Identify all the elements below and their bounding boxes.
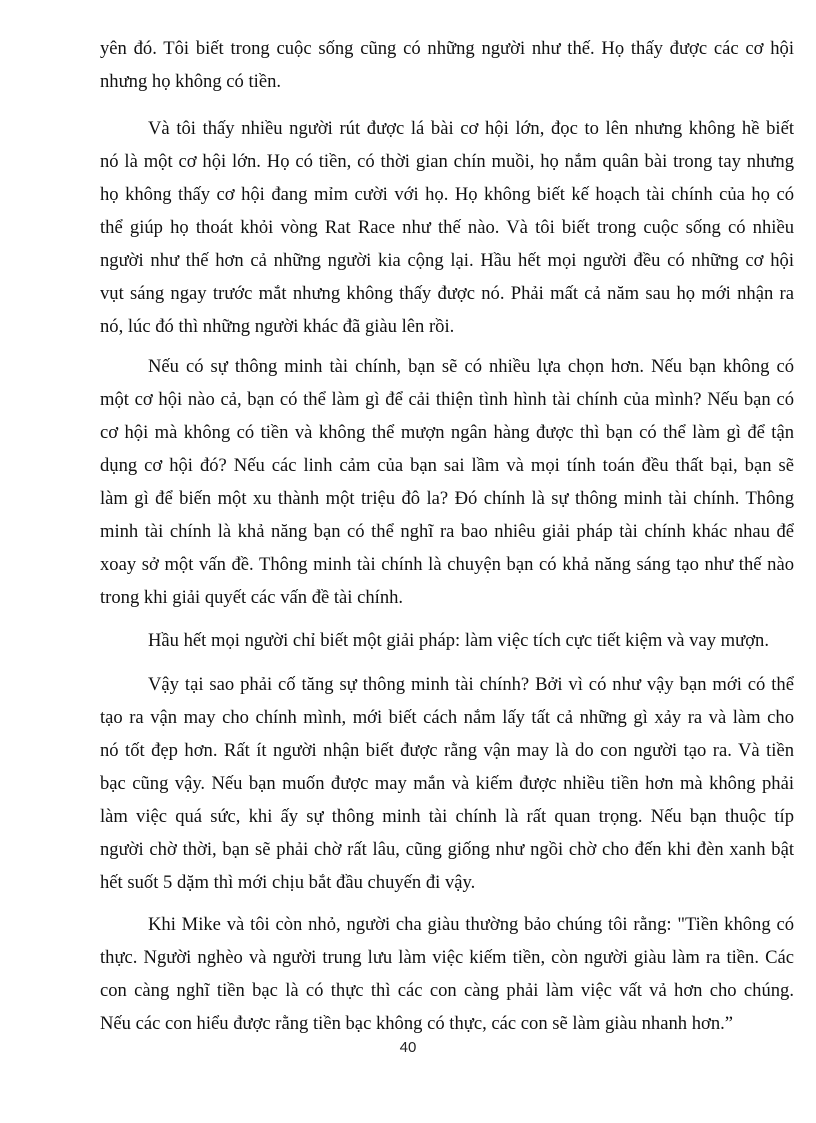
paragraph-3-line-3: cơ hội mà không có tiền và không thể mượn ngân hàng được thì bạn có thể làm gì để tận [100, 422, 794, 443]
paragraph-3-line-8: trong khi giải quyết các vấn đề tài chính. [100, 587, 404, 608]
paragraph-3-line-5: làm gì để biến một xu thành một triệu đô la? Đó chính là sự thông minh tài chính. Thông [100, 488, 794, 509]
paragraph-3-line-7: xoay sở một vấn đề. Thông minh tài chính là chuyện bạn có khả năng sáng tạo như thế nào [100, 554, 794, 575]
paragraph-3-line-2: một cơ hội nào cả, bạn có thể làm gì để cải thiện tình hình tài chính của mình? Nếu bạn có [100, 389, 794, 410]
paragraph-6-line-1: Khi Mike và tôi còn nhỏ, người cha giàu thường bảo chúng tôi rằng: "Tiền không có [148, 914, 794, 935]
paragraph-5-line-6: người chờ thời, bạn sẽ phải chờ rất lâu, cũng giống như ngồi chờ cho đến khi đèn xanh bật [100, 839, 794, 860]
paragraph-5-line-7: hết suốt 5 dặm thì mới chịu bắt đầu chuyến đi vậy. [100, 872, 476, 893]
paragraph-2-line-7: nó, lúc đó thì những người khác đã giàu lên rồi. [100, 316, 455, 337]
paragraph-5-line-4: bạc cũng vậy. Nếu bạn muốn được may mắn và kiếm được nhiều tiền hơn mà không phải [100, 773, 794, 794]
paragraph-3-line-1: Nếu có sự thông minh tài chính, bạn sẽ có nhiều lựa chọn hơn. Nếu bạn không có [148, 356, 794, 377]
paragraph-5-line-2: tạo ra vận may cho chính mình, mới biết cách nắm lấy tất cả những gì xảy ra và làm cho [100, 707, 794, 728]
paragraph-2-line-6: vụt sáng ngay trước mắt nhưng không thấy được nó. Phải mất cả năm sau họ mới nhận ra [100, 283, 794, 304]
paragraph-5-line-3: nó tốt đẹp hơn. Rất ít người nhận biết được rằng vận may là do con người tạo ra. Và tiền [100, 740, 794, 761]
paragraph-5-line-5: làm việc quá sức, khi ấy sự thông minh tài chính là rất quan trọng. Nếu bạn thuộc típ [100, 806, 794, 827]
paragraph-1-line-2: nhưng họ không có tiền. [100, 71, 282, 92]
paragraph-2-line-2: nó là một cơ hội lớn. Họ có tiền, có thời gian chín muồi, họ nắm quân bài trong tay nhưng [100, 151, 794, 172]
paragraph-2-line-4: thể giúp họ thoát khỏi vòng Rat Race như thế nào. Và tôi biết trong cuộc sống có nhiều [100, 217, 794, 238]
paragraph-3-line-4: dụng cơ hội đó? Nếu các linh cảm của bạn sai lầm và mọi tính toán đều thất bại, bạn sẽ [100, 455, 794, 476]
paragraph-1-line-1: yên đó. Tôi biết trong cuộc sống cũng có những người như thế. Họ thấy được các cơ hội [100, 38, 794, 59]
paragraph-3-line-6: minh tài chính là khả năng bạn có thể nghĩ ra bao nhiêu giải pháp tài chính khác nhau để [100, 521, 794, 542]
paragraph-6-line-4: Nếu các con hiểu được rằng tiền bạc không có thực, các con sẽ làm giàu nhanh hơn.” [100, 1013, 734, 1034]
paragraph-4-line-1: Hầu hết mọi người chỉ biết một giải pháp: làm việc tích cực tiết kiệm và vay mượn. [148, 630, 769, 651]
paragraph-6-line-2: thực. Người nghèo và người trung lưu làm việc kiếm tiền, còn người giàu làm ra tiền. Các [100, 947, 794, 968]
paragraph-2-line-3: họ không thấy cơ hội đang mỉm cười với họ. Họ không biết kế hoạch tài chính của họ có [100, 184, 794, 205]
paragraph-5-line-1: Vậy tại sao phải cố tăng sự thông minh tài chính? Bởi vì có như vậy bạn mới có thể [148, 674, 794, 695]
paragraph-2-line-5: người như thế hơn cả những người kia cộng lại. Hầu hết mọi người đều có những cơ hội [100, 250, 794, 271]
paragraph-2-line-1: Và tôi thấy nhiều người rút được lá bài cơ hội lớn, đọc to lên nhưng không hề biết [148, 118, 794, 139]
page-number: 40 [399, 1039, 417, 1056]
paragraph-6-line-3: con càng nghĩ tiền bạc là có thực thì các con càng phải làm việc vất vả hơn cho chúng. [100, 980, 794, 1001]
